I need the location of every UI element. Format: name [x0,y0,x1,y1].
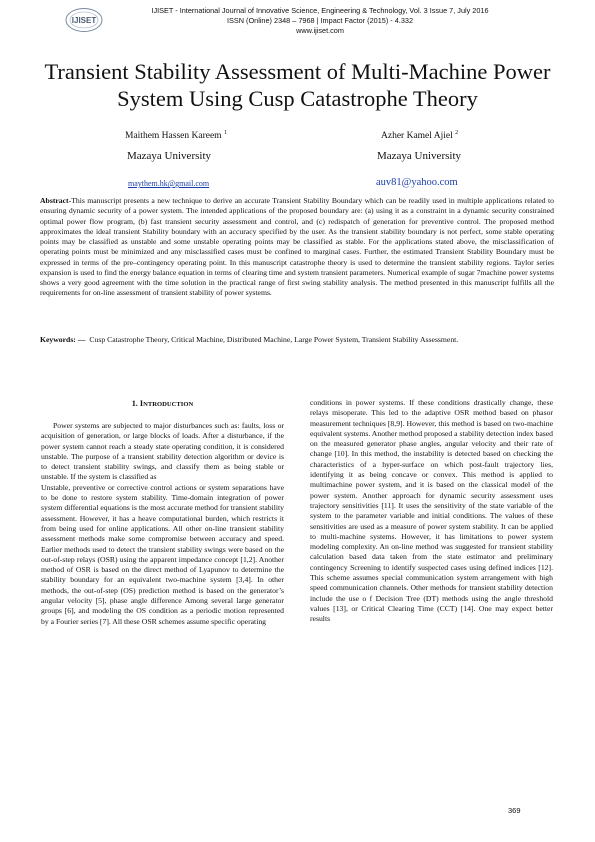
keywords-text: Cusp Catastrophe Theory, Critical Machine, Distributed Machine, Large Power System, Transient Stability Assessment. [89,335,459,344]
body-paragraph: Unstable, preventive or corrective control actions or system separations have to be done to restore system stability. Time-domain integration of power system differential equations is the most accurate method for transient stability assessment. However, it has a heave computational burden, which restricts it from being used for online applications. All other on-line transient stability assessment methods make some compromise between accuracy and speed. Earlier methods used to detect the transient stability swings were based on the out-of-step relays (OSR) using the apparent impedance concept [1,2]. Another method of OSR is based on the direct method of Lyapunov to determine the stability boundary for an equivalent two-machine system [3,4]. In other methods, the out-of-step (OS) prediction method is based on the generator’s angular velocity [5], phase angle difference Among several large generator groups [6], and modeling the OS condition as a periodic motion represented by a Fourier series [7]. All these OSR schemes assume specific operating [41,482,284,626]
keywords-label: Keywords: — [40,335,86,344]
journal-header-line2: ISSN (Online) 2348 – 7968 | Impact Factor (2015) - 4.332 [226,16,414,25]
section-heading-introduction [40,399,285,408]
section-number: 1. [131,399,138,408]
body-paragraph: Power systems are subjected to major disturbances such as: faults, loss or acquisition of generation, or large blocks of loads. After a disturbance, if the power system cannot reach a steady state operating condition, it is considered unstable. The purpose of a transient stability detection algorithm or device is to detect transient stability swings, and classify them as being stable or unstable. If the system is classified as [41,421,284,482]
author-2-name [381,131,458,141]
author-1-sup: 1 [223,129,227,136]
journal-header-line1: IJISET - International Journal of Innovative Science, Engineering & Technology, Vol. 3 Issue 7, July 2016 [151,6,489,15]
body-column-right [310,398,553,625]
journal-header-line3: www.ijiset.com [296,26,344,35]
body-paragraph: conditions in power systems. If these conditions drastically change, these relays misoperate. This led to the adaptive OSR method based on phasor measurement techniques [8,9]. However, this method is based on two-machine equivalent systems. Another method proposed a stability detection index based on the measured generator phase angles, angular velocity and their rate of change [10]. In this method, the instability is detected based on checking the characteristics of a hyper-surface on which post-fault trajectory lies, identifying it as being concave or convex. This method is applied to multimachine power system, and it is based on the classical model of the power system. Another approach for dynamic security assessment uses trajectory sensitivities [11]. It uses the sensitivity of the state variable of the system to the parameter variable and initial conditions. The values of these sensitivities are used as a measure of power system stability. It can be applied to multi-machine systems. However, it has limitations to power system modeling complexity. An on-line method was suggested for transient stability calculation based data taken from the state estimator and preliminary contingency Screening to identify suspected cases using defined indices [12]. This scheme assumes special communication system arrangement with high speed communication channels. Other methods for transient stability detection include the use o f Decision Tree (DT) methods using the angle threshold values [13], or Critical Clearing Time (CCT) [14]. One may expect better results [310,398,553,624]
journal-header [110,6,530,36]
author-1-email-link[interactable]: maythem.hk@gmail.com [128,179,210,188]
author-1-name [125,131,227,141]
paper-title: Transient Stability Assessment of Multi-Machine Power System Using Cusp Catastrophe Theory [44,59,551,111]
author-2-affiliation: Mazaya University [377,150,461,162]
author-2-name-text: Azher Kamel Ajiel [381,131,453,141]
author-2-sup: 2 [455,129,459,136]
section-title-first: I [139,399,144,408]
body-column-left [41,421,284,627]
section-title-rest: NTRODUCTION [143,401,194,408]
author-1-name-text: Maithem Hassen Kareem [125,131,222,141]
abstract [40,196,554,299]
keywords [40,335,554,345]
author-1-affiliation: Mazaya University [127,150,211,162]
journal-logo [64,7,104,33]
abstract-text: This manuscript presents a new technique to derive an accurate Transient Stability Boundary which can be readily used in multiple applications related to ensuring dynamic security of a power system. The intended applications of the proposed boundary are: (a) using it as a constraint in a dynamic security constrained optimal power flow program, (b) fast transient security assessment and control, and (c) redispatch of generation for preventive control. The proposed method approximates the ideal transient Stability boundary with an accuracy specified by the user. As the transient stability boundary is not perfect, some stable operating points may be classified as unstable and some unstable operating points may be classified as stable. For the applications stated above, the misclassification of operating points must be minimized and any misclassified cases must be confined to marginal cases. Further, the estimated Transient Stability Boundary must be expressed in terms of the pre–contingency operating point. In this manuscript catastrophe theory is used to determine the transient stability regions. Taylor series expansion is used to find the energy balance equation in terms of clearing time and system transient parameters. Numerical example of sugar 7machine power systems shows a very good agreement with the time solution in the practical range of first swing stability analysis. The method presented in this manuscript fulfills all the requirements for on-line assessment of transient stability of power systems. [40,196,554,298]
abstract-label: Abstract- [40,196,72,205]
page-number: 369 [508,806,521,815]
author-2-email-link[interactable]: auv81@yahoo.com [376,177,458,188]
journal-logo-text: IJISET [71,16,97,25]
